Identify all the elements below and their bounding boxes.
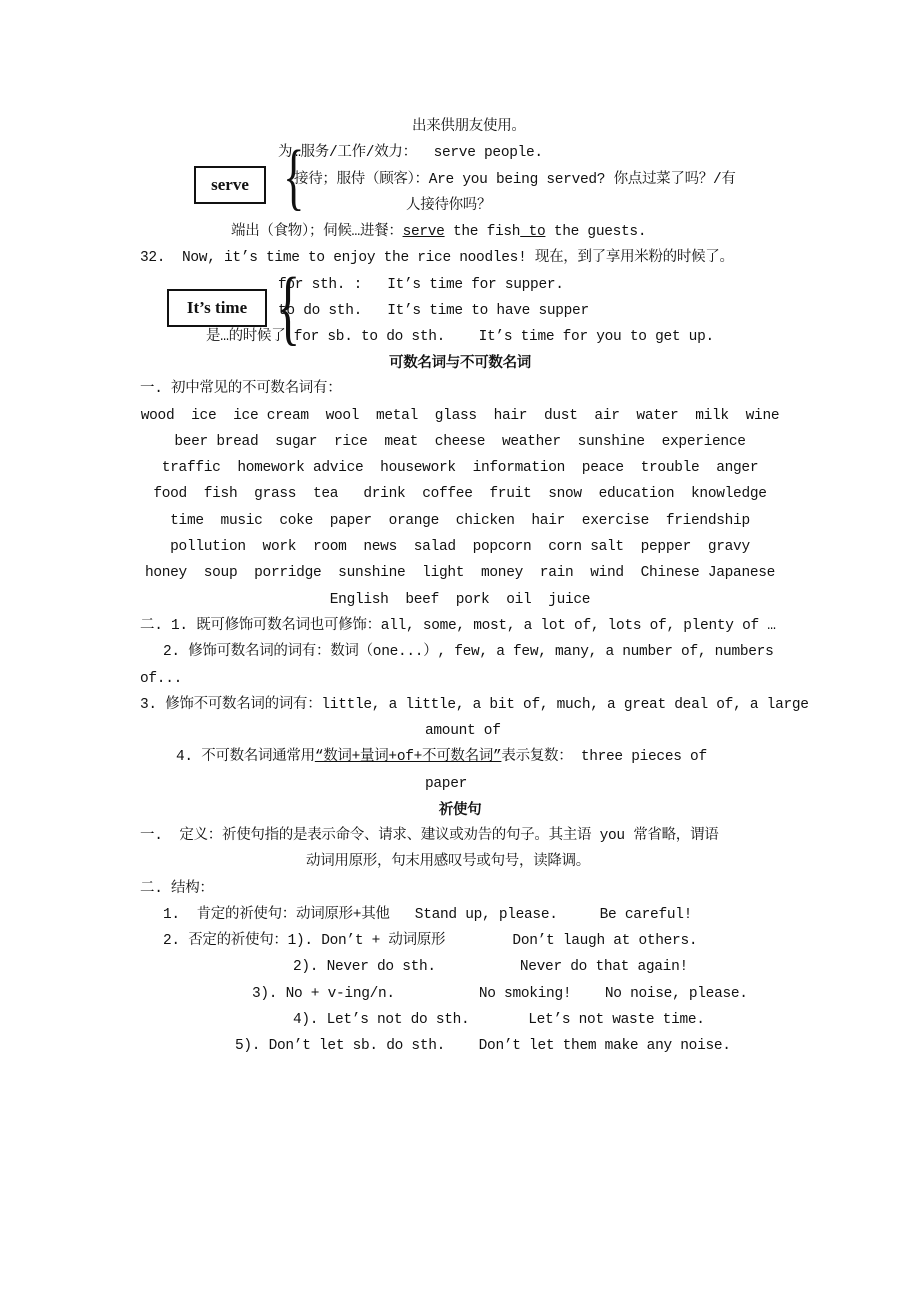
text-line: 二. 结构： [140,881,214,897]
text-line: amount of [425,723,501,739]
text-line: 32. Now, it’s time to enjoy the rice noodles! 现在，到了享用米粉的时候了。 [140,250,734,266]
text-line: 出来供朋友使用。 [412,119,526,135]
text-line [231,222,646,242]
text-seg: 表示复数： three pieces of [501,749,707,765]
text-line: 1. 肯定的祈使句：动词原形+其他 Stand up, please. Be careful! [163,907,693,923]
text-seg: 4. 不可数名词通常用 [176,749,315,765]
word-line: traffic homework advice housework information peace trouble anger [161,460,759,476]
section-title: 可数名词与不可数名词 [389,355,531,371]
word-line: wood ice ice cream wool metal glass hair dust air water milk wine [140,408,780,424]
text-line: 3). No + v-ing/n. No smoking! No noise, please. [252,986,748,1002]
serve-label: serve [211,175,249,194]
text-line: 动词用原形，句末用感叹号或句号，读降调。 [306,854,590,870]
text-line: 一. 初中常见的不可数名词有： [140,381,342,397]
text-seg: the fish [444,224,521,240]
serve-box [194,166,266,204]
section-title: 祈使句 [438,802,482,818]
underlined-text: “数词+量词+of+不可数名词” [314,749,502,765]
underlined-text: serve [402,224,445,240]
text-seg: the guests. [545,224,647,240]
text-line: 一. 定义：祈使句指的是表示命令、请求、建议或劝告的句子。其主语 you 常省略，谓语 [140,828,719,844]
text-line: 是…的时候了 for sb. to do sth. It’s time for you to get up. [206,329,714,345]
text-line: 二. 1. 既可修饰可数名词也可修饰：all, some, most, a lot of, lots of, plenty of … [140,618,776,634]
word-line: English beef pork oil juice [329,592,591,608]
brace-icon: { [283,136,305,218]
text-seg: 端出（食物）；伺候…进餐： [231,224,403,240]
text-line: 4). Let’s not do sth. Let’s not waste time. [293,1012,705,1028]
text-line: 2. 否定的祈使句：1). Don’t + 动词原形 Don’t laugh at others. [163,933,698,949]
text-line: to do sth. It’s time to have supper [278,303,589,319]
word-line: beer bread sugar rice meat cheese weather sunshine experience [174,434,746,450]
word-line: pollution work room news salad popcorn corn salt pepper gravy [170,539,750,555]
text-line: 3. 修饰不可数名词的词有：little, a little, a bit of, much, a great deal of, a large [140,697,809,713]
text-line: 接待；服侍（顾客）：Are you being served? 你点过菜了吗？/有 [294,172,736,188]
text-line: 2). Never do sth. Never do that again! [293,959,688,975]
text-line [176,747,707,767]
its-time-box [167,289,267,327]
text-line: paper [425,776,468,792]
word-line: time music coke paper orange chicken hair exercise friendship [170,513,750,529]
text-line: 5). Don’t let sb. do sth. Don’t let them make any noise. [235,1038,731,1054]
text-line: 人接待你吗？ [406,198,492,214]
text-line: 为…服务/工作/效力： serve people. [278,145,543,161]
brace-icon: { [276,261,301,354]
text-line: of... [140,671,183,687]
text-line: for sth. : It’s time for supper. [278,277,564,293]
text-line: 2. 修饰可数名词的词有：数词（one...）, few, a few, many, a number of, numbers [163,644,774,660]
word-line: honey soup porridge sunshine light money rain wind Chinese Japanese [144,565,776,581]
its-time-label: It’s time [186,298,248,317]
word-line: food fish grass tea drink coffee fruit snow education knowledge [153,486,767,502]
underlined-text: to [520,224,546,240]
